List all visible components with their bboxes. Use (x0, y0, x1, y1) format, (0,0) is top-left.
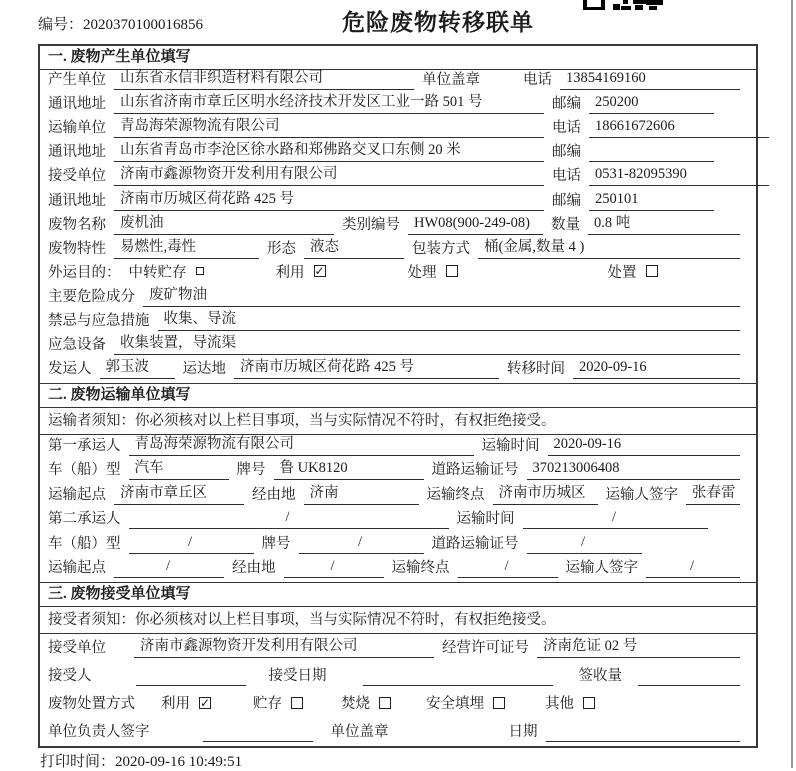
field-value (638, 683, 740, 686)
field-value: 青岛海荣源物流有限公司 (114, 114, 544, 138)
field-label: 废物特性 (48, 240, 106, 257)
page-title: 危险废物转移联单 (342, 10, 534, 35)
notice-row: 运输者须知：你必须核对以上栏目事项，当与实际情况不符时，有权拒绝接受。 (40, 408, 756, 435)
field-label: 形态 (267, 240, 296, 257)
field-label: 主要危险成分 (48, 288, 135, 305)
checkbox-icon (291, 697, 303, 709)
section-1 (40, 46, 756, 383)
checkbox-icon (196, 267, 204, 275)
field-value: / (523, 509, 708, 529)
field-value (136, 683, 246, 686)
field-value: 济南 (304, 481, 419, 505)
field-value: / (527, 534, 642, 554)
field-value (546, 739, 741, 742)
field-value: 收集、导流 (158, 307, 741, 331)
field-label: 运输单位 (48, 120, 106, 137)
field-label: 道路运输证号 (431, 535, 519, 552)
field-label: 电话 (552, 168, 581, 185)
field-value (363, 683, 553, 686)
field-value: 18661672606 (589, 118, 769, 138)
checkbox-label: 处理 (407, 264, 437, 281)
field-label: 禁忌与应急措施 (48, 313, 150, 330)
qr-code-icon (583, 0, 663, 10)
field-label: 车（船）型 (48, 535, 121, 552)
checkbox-label: 焚烧 (341, 696, 370, 713)
field-label: 运输人签字 (565, 560, 638, 577)
checkbox-unchecked (408, 261, 458, 283)
checkbox-label: 中转贮存 (128, 264, 187, 281)
field-label: 运输起点 (48, 486, 106, 503)
checkbox-label: 其他 (545, 696, 574, 713)
field-label: 第二承运人 (48, 511, 121, 528)
checkbox-label: 安全填埋 (426, 696, 484, 713)
section-2 (40, 383, 756, 582)
field-label: 应急设备 (48, 337, 106, 354)
field-label: 发运人 (48, 361, 92, 378)
field-value: / (646, 558, 740, 578)
field-label: 接受人 (48, 668, 92, 685)
checkbox-unchecked (608, 261, 658, 283)
field-label: 运达地 (182, 361, 226, 378)
field-label: 运输终点 (426, 486, 485, 503)
form-table (38, 44, 758, 748)
field-value: 2020-09-16 (548, 436, 741, 456)
field-label: 产生单位 (48, 72, 106, 89)
field-value: 张春雷 (686, 481, 740, 505)
field-value: 济南市鑫源物资开发利用有限公司 (114, 162, 544, 186)
checkbox-icon: ✓ (199, 695, 211, 710)
field-value: 青岛海荣源物流有限公司 (129, 432, 474, 456)
checkbox-label: 贮存 (253, 696, 282, 713)
field-value: 250200 (589, 94, 714, 114)
field-label: 单位负责人签字 (48, 724, 150, 741)
field-label: 通讯地址 (48, 192, 106, 209)
field-label: 经营许可证号 (442, 640, 529, 657)
checkbox-unchecked (341, 692, 391, 714)
field-label: 牌号 (261, 535, 291, 552)
section-header: 一. 废物产生单位填写 (40, 46, 756, 70)
field-value: 0.8 吨 (588, 211, 740, 235)
checkbox-icon (446, 265, 458, 277)
field-label: 电话 (523, 72, 552, 89)
checkbox-icon (583, 697, 595, 709)
field-value: 鲁 UK8120 (274, 456, 424, 480)
form-row (40, 718, 756, 746)
field-label: 接受单位 (48, 640, 106, 657)
field-value: / (284, 558, 384, 578)
field-value: 收集装置，导流渠 (114, 331, 740, 355)
field-value: / (129, 509, 449, 529)
print-time-label: 打印时间： (40, 754, 116, 770)
checkbox-checked (161, 692, 211, 714)
field-label: 通讯地址 (48, 96, 106, 113)
checkbox-checked (276, 261, 326, 283)
field-label: 类别编号 (342, 216, 400, 233)
field-value: 济南市章丘区 (114, 481, 244, 505)
field-value (203, 739, 313, 742)
field-value: / (129, 534, 254, 554)
print-time-value: 2020-09-16 10:49:51 (115, 754, 243, 770)
form-row (40, 558, 756, 583)
field-label: 运输起点 (48, 560, 106, 577)
field-label: 牌号 (236, 462, 266, 479)
serial-number: 2020370100016856 (83, 17, 204, 33)
field-value: 汽车 (129, 456, 229, 480)
field-label: 废物名称 (48, 216, 106, 233)
field-label: 接受单位 (48, 168, 106, 185)
field-value: 液态 (304, 235, 404, 259)
field-value: 250101 (589, 191, 714, 211)
form-row (40, 533, 756, 558)
field-label: 单位盖章 (422, 72, 480, 89)
page-edge-divider (791, 0, 793, 768)
field-label: 经由地 (232, 560, 276, 577)
field-value: 易燃性,毒性 (114, 235, 259, 259)
field-label: 第一承运人 (48, 437, 121, 454)
field-label: 运输时间 (456, 511, 515, 528)
field-value: 0531-82095390 (589, 166, 769, 186)
field-value: 370213006408 (527, 460, 741, 480)
field-value (589, 159, 714, 162)
field-label: 邮编 (552, 144, 581, 161)
field-label: 通讯地址 (48, 144, 106, 161)
field-value: 济南市历城区荷花路 425 号 (234, 355, 499, 379)
form-row (40, 634, 756, 662)
field-value: 桶(金属,数量 4 ) (478, 235, 740, 259)
section-header: 三. 废物接受单位填写 (40, 583, 756, 607)
field-value: 山东省青岛市李沧区徐水路和郑佛路交叉口东侧 20 米 (114, 138, 544, 162)
field-label: 单位盖章 (330, 724, 389, 741)
field-label: 道路运输证号 (431, 462, 519, 479)
field-value: 济南市历城区荷花路 425 号 (114, 187, 544, 211)
checkbox-icon (646, 265, 658, 277)
form-row (40, 509, 756, 534)
field-value: 13854169160 (560, 70, 740, 90)
checkbox-unchecked (426, 692, 505, 714)
field-label: 接受日期 (268, 668, 327, 685)
checkbox-label: 利用 (161, 696, 190, 713)
field-value: 2020-09-16 (573, 359, 740, 379)
field-label: 包装方式 (412, 240, 470, 257)
checkbox-label: 处置 (607, 264, 637, 281)
checkbox-label: 利用 (275, 264, 305, 281)
field-label: 经由地 (252, 486, 296, 503)
field-label: 废物处置方式 (48, 696, 135, 713)
field-label: 签收量 (578, 668, 622, 685)
field-label: 运输时间 (481, 437, 540, 454)
checkbox-icon: ✓ (314, 264, 325, 279)
checkbox-icon (379, 697, 391, 709)
field-value: / (299, 534, 424, 554)
field-value: 济南市历城区 (493, 481, 598, 505)
field-label: 外运目的： (48, 264, 121, 281)
field-label: 运输人签字 (605, 486, 678, 503)
field-value: 济南市鑫源物资开发利用有限公司 (134, 634, 434, 658)
field-label: 电话 (552, 120, 581, 137)
field-value: 济南危证 02 号 (537, 634, 740, 658)
field-value: 郭玉波 (100, 355, 175, 379)
serial-label: 编号： (38, 17, 84, 33)
section-header: 二. 废物运输单位填写 (40, 384, 756, 408)
field-label: 邮编 (552, 96, 581, 113)
field-value: 山东省济南市章丘区明水经济技术开发区工业一路 501 号 (114, 90, 544, 114)
checkbox-icon (493, 697, 505, 709)
form-row (40, 690, 756, 718)
form-row (40, 359, 756, 383)
form-row (40, 239, 756, 263)
field-label: 车（船）型 (48, 462, 121, 479)
field-label: 运输终点 (391, 560, 450, 577)
form-row (40, 484, 756, 509)
field-value: 废矿物油 (143, 283, 740, 307)
checkbox-unchecked (129, 261, 204, 283)
field-value: 山东省永信非织造材料有限公司 (114, 66, 414, 90)
checkbox-unchecked (253, 692, 303, 714)
field-label: 转移时间 (507, 361, 565, 378)
field-value: / (114, 558, 224, 578)
checkbox-unchecked (545, 692, 595, 714)
field-value: / (458, 558, 558, 578)
field-label: 邮编 (552, 192, 581, 209)
field-value: 废机油 (114, 211, 334, 235)
field-label: 数量 (551, 216, 580, 233)
notice-row: 接受者须知：你必须核对以上栏目事项，当与实际情况不符时，有权拒绝接受。 (40, 607, 756, 634)
field-label: 日期 (508, 724, 538, 741)
field-value: HW08(900-249-08) (408, 215, 543, 235)
form-row (40, 662, 756, 690)
section-3 (40, 582, 756, 746)
